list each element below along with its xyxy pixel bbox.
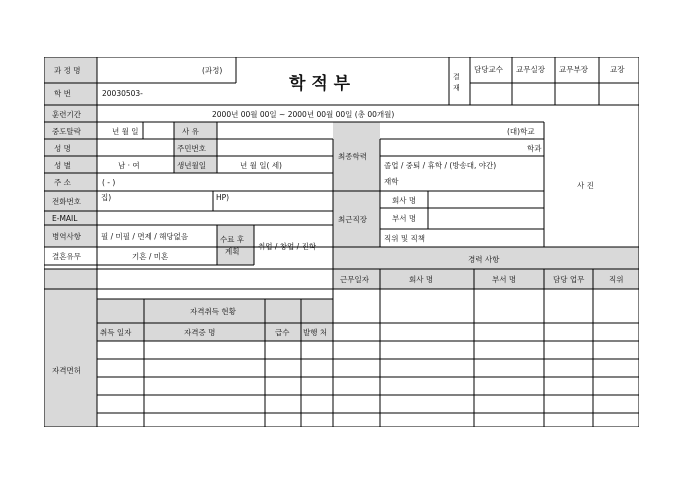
email-label: E-MAIL [52,214,78,223]
photo-label: 사 진 [577,181,594,190]
dropout-reason-label: 사 유 [182,127,199,136]
training-period-value: 2000년 00월 00일 ~ 2000년 00월 00일 (총 00개월) [212,110,395,119]
education-status-2: 재학 [384,177,399,186]
career-col-company: 회사 명 [409,275,434,284]
gender-label: 성 별 [54,161,71,170]
workplace-company: 회사 명 [392,196,417,205]
name-label: 성 명 [54,144,71,153]
workplace-dept: 부서 명 [392,214,417,223]
birth-value: 년 월 일( 세) [240,161,282,170]
student-no-label: 학 번 [54,89,71,98]
resident-id-label: 주민번호 [177,144,206,153]
license-col-date: 취득 일자 [100,328,132,337]
career-col-date: 근무일자 [340,275,369,284]
career-title: 경력 사항 [468,255,500,264]
license-label: 자격면허 [52,366,81,375]
education-status-1: 졸업 / 중퇴 / 휴학 / (방송대, 야간) [384,161,497,170]
phone-home: 집) [101,193,112,202]
course-suffix: (과정) [202,66,223,75]
birth-label: 생년월일 [177,161,206,170]
dropout-label: 중도탈락 [52,127,81,136]
approver-2: 교무실장 [516,65,545,74]
license-col-issuer: 발행 처 [303,328,328,337]
gender-value: 남 · 여 [118,161,140,170]
course-label: 과 정 명 [54,66,81,75]
approver-1: 담당교수 [474,65,503,74]
workplace-position: 직위 및 직책 [384,234,425,243]
license-col-name: 자격증 명 [184,328,216,337]
license-title: 자격취득 현황 [190,307,236,316]
career-col-dept: 부서 명 [492,275,517,284]
phone-mobile: HP) [216,193,230,202]
marriage-label: 결혼유무 [52,252,81,261]
education-label: 최종학력 [338,152,367,161]
address-label: 주 소 [54,178,71,187]
military-label: 병역사항 [52,232,81,241]
school-suffix: (대)학교 [507,127,535,136]
dropout-date: 년 월 일 [112,127,139,136]
dept-suffix: 학과 [527,144,542,153]
plan-value: 취업 / 창업 / 진학 [258,242,317,251]
career-col-duty: 담당 업무 [553,275,585,284]
plan-label-2: 계획 [225,247,240,256]
approver-4: 교장 [610,65,625,74]
plan-label-1: 수료 후 [220,235,245,244]
license-col-grade: 급수 [275,328,290,337]
marriage-value: 기혼 / 미혼 [132,252,169,261]
workplace-label: 최근직장 [338,215,367,224]
student-record-form [44,57,639,427]
military-value: 필 / 미필 / 면제 / 해당없음 [101,232,189,241]
address-value: ( - ) [102,178,116,187]
career-col-position: 직위 [609,275,624,284]
approver-3: 교무부장 [559,65,588,74]
page-title: 학 적 부 [289,74,351,94]
approval-label-2: 재 [453,84,460,92]
phone-label: 전화번호 [52,197,81,206]
student-no-value: 20030503- [102,89,143,98]
approval-label: 결 [453,73,460,81]
training-period-label: 훈련기간 [52,110,81,119]
